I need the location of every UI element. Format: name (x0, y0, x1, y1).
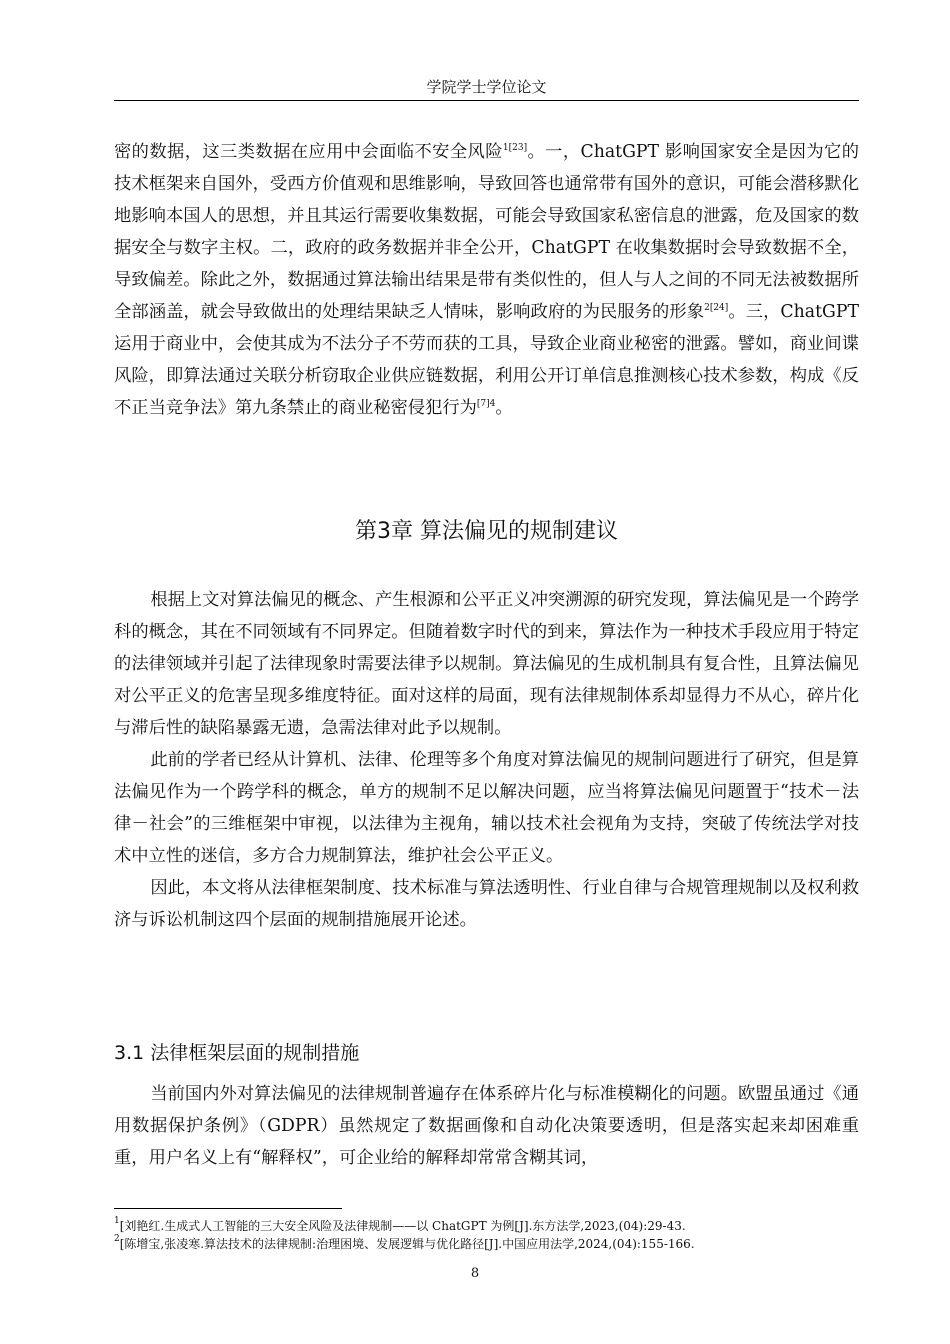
footnote-text: [陈增宝,张凌寒.算法技术的法律规制:治理困境、发展逻辑与优化路径[J].中国应用法学,2024,(04):155-166. (119, 1237, 695, 1251)
body-paragraph: 此前的学者已经从计算机、法律、伦理等多个角度对算法偏见的规制问题进行了研究，但是算法偏见作为一个跨学科的概念，单方的规制不足以解决问题，应当将算法偏见问题置于“技术－法律－社会”的三维框架中审视，以法律为主视角，辅以技术社会视角为支持，突破了传统法学对技术中立性的迷信，多方合力规制算法，维护社会公平正义。 (114, 750, 859, 866)
footnote-item (114, 1217, 859, 1235)
footnote-divider (114, 1208, 342, 1209)
section-title: 3.1 法律框架层面的规制措施 (114, 1042, 360, 1064)
intro-text-a: 密的数据，这三类数据在应用中会面临不安全风险 (114, 142, 503, 162)
body-paragraph: 根据上文对算法偏见的概念、产生根源和公平正义冲突溯源的研究发现，算法偏见是一个跨学科的概念，其在不同领域有不同界定。但随着数字时代的到来，算法作为一种技术手段应用于特定的法律领域并引起了法律现象时需要法律予以规制。算法偏见的生成机制具有复合性，且算法偏见对公平正义的危害呈现多维度特征。面对这样的局面，现有法律规制体系却显得力不从心，碎片化与滞后性的缺陷暴露无遗，急需法律对此予以规制。 (114, 590, 859, 738)
intro-text-b: 。一，ChatGPT 影响国家安全是因为它的技术框架来自国外，受西方价值观和思维影响，导致回答也通常带有国外的意识，可能会潜移默化地影响本国人的思想，并且其运行需要收集数据，可能会导致国家私密信息的泄露，危及国家的数据安全与数字主权。二，政府的政务数据并非全公开，ChatGPT 在收集数据时会导致数据不全，导致偏差。除此之外，数据通过算法输出结果是带有类似性的，但人与人之间的不同无法被数据所全部涵盖，就会导致做出的处理结果缺乏人情味，影响政府的为民服务的形象 (114, 142, 859, 322)
chapter-body (114, 584, 859, 936)
footnotes (114, 1217, 859, 1253)
citation-mark[interactable]: 1[23] (502, 143, 528, 153)
intro-text-d: 。 (495, 398, 513, 418)
citation-mark[interactable]: 2[24] (704, 303, 729, 313)
footnote-item (114, 1235, 859, 1253)
body-paragraph: 当前国内外对算法偏见的法律规制普遍存在体系碎片化与标准模糊化的问题。欧盟虽通过《通用数据保护条例》（GDPR）虽然规定了数据画像和自动化决策要透明，但是落实起来却困难重重，用户名义上有“解释权”，可企业给的解释却常常含糊其词， (114, 1084, 859, 1168)
body-paragraph: 因此，本文将从法律框架制度、技术标准与算法透明性、行业自律与合规管理规制以及权利救济与诉讼机制这四个层面的规制措施展开论述。 (114, 878, 859, 930)
page-header (114, 74, 859, 101)
intro-text-c: 。三，ChatGPT 运用于商业中，会使其成为不法分子不劳而获的工具，导致企业商业秘密的泄露。譬如，商业间谍风险，即算法通过关联分析窃取企业供应链数据，利用公开订单信息推测核心技术参数，构成《反不正当竞争法》第九条禁止的商业秘密侵犯行为 (114, 302, 859, 418)
footnote-mark: 2 (114, 1234, 120, 1244)
chapter-title: 第3章 算法偏见的规制建议 (355, 519, 618, 544)
footnote-mark: 1 (114, 1216, 120, 1226)
page-number: 8 (470, 1266, 480, 1281)
footnote-text: [刘艳红.生成式人工智能的三大安全风险及法律规制——以 ChatGPT 为例[J].东方法学,2023,(04):29-43. (119, 1219, 686, 1233)
header-title: 学院学士学位论文 (426, 78, 547, 96)
intro-paragraph (114, 136, 859, 424)
section-body (114, 1078, 859, 1174)
citation-mark[interactable]: [7]4 (476, 399, 496, 409)
intro-paragraph-block (114, 136, 859, 424)
